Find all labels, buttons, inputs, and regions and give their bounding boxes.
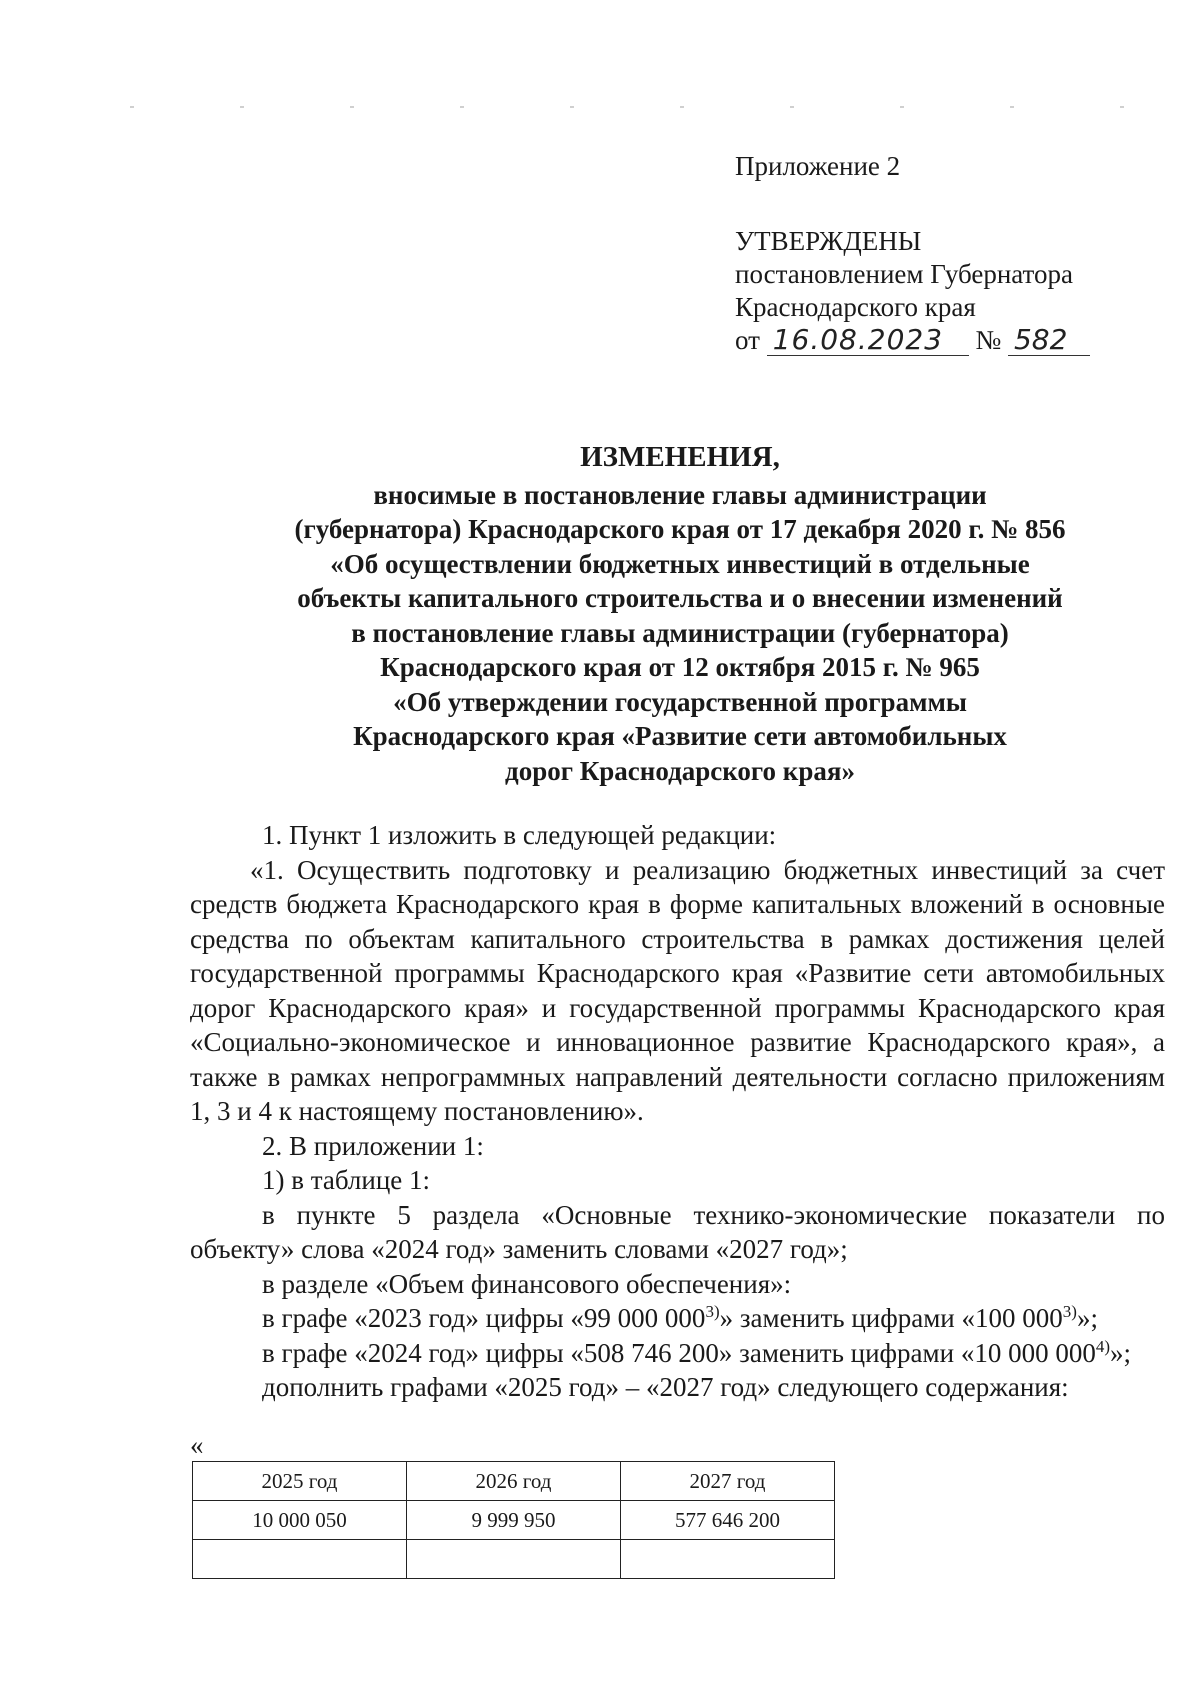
paragraph-6: в разделе «Объем финансового обеспечения»: bbox=[262, 1268, 792, 1299]
document-title bbox=[190, 440, 1170, 788]
table-header-cell: 2027 год bbox=[621, 1462, 835, 1501]
date-number-line bbox=[735, 324, 1090, 357]
number-label: № bbox=[975, 325, 1002, 355]
appendix-label: Приложение 2 bbox=[735, 151, 901, 181]
title-line: «Об осуществлении бюджетных инвестиций в отдельные bbox=[330, 548, 1030, 579]
from-label: от bbox=[735, 325, 760, 355]
paragraph-7: в графе «2023 год» цифры «99 000 000$^{3)}$» заменить цифрами «100 000$^{3)}$»; bbox=[262, 1302, 1098, 1333]
table-header-cell: 2026 год bbox=[407, 1462, 621, 1501]
title-heading: ИЗМЕНЕНИЯ, bbox=[580, 441, 780, 473]
paragraph-2: «1. Осуществить подготовку и реализацию бюджетных инвестиций за счет средств бюджета Краснодарского края в форме капитальных вложений в основные средства по объектам капитального строительства в рамках достижения целей государственной программы Краснодарского края «Развитие сети автомобильных дорог Краснодарского края» и государственной программы Краснодарского края «Социально-экономическое и инновационное развитие Краснодарского края», а также в рамках непрограммных направлений деятельности согласно приложениям 1, 3 и 4 к настоящему постановлению». bbox=[190, 854, 1165, 1126]
paragraph-4: 1) в таблице 1: bbox=[262, 1165, 431, 1195]
title-line: (губернатора) Краснодарского края от 17 декабря 2020 г. № 856 bbox=[294, 514, 1066, 544]
paragraph-3: 2. В приложении 1: bbox=[262, 1130, 484, 1161]
table-cell bbox=[193, 1540, 407, 1579]
table-cell: 9 999 950 bbox=[407, 1501, 621, 1540]
title-line: Краснодарского края от 12 октября 2015 г. № 965 bbox=[380, 652, 980, 682]
title-line: «Об утверждении государственной программы bbox=[393, 686, 967, 717]
title-line: в постановление главы администрации (губернатора) bbox=[351, 617, 1009, 648]
approval-block bbox=[735, 150, 1090, 357]
approved-label: УТВЕРЖДЕНЫ bbox=[735, 226, 922, 256]
handwritten-date: 16.08.2023 bbox=[767, 325, 969, 356]
table-header-cell: 2025 год bbox=[193, 1462, 407, 1501]
table-cell bbox=[621, 1540, 835, 1579]
paragraph-8: в графе «2024 год» цифры «508 746 200» заменить цифрами «10 000 000$^{4)}$»; bbox=[262, 1336, 1132, 1368]
financing-table bbox=[192, 1461, 835, 1579]
table-row bbox=[193, 1462, 835, 1501]
scan-artifact bbox=[130, 106, 1160, 108]
document-body bbox=[190, 818, 1165, 1405]
paragraph-5: в пункте 5 раздела «Основные технико-экономические показатели по объекту» слова «2024 год» заменить словами «2027 год»; bbox=[190, 1199, 1165, 1264]
table-row bbox=[193, 1501, 835, 1540]
title-line: дорог Краснодарского края» bbox=[505, 755, 855, 786]
open-quote: « bbox=[190, 1430, 204, 1460]
title-line: Краснодарского края «Развитие сети автомобильных bbox=[353, 721, 1007, 751]
approved-by-line-2: Краснодарского края bbox=[735, 292, 976, 322]
table-row bbox=[193, 1540, 835, 1579]
paragraph-9: дополнить графами «2025 год» – «2027 год» следующего содержания: bbox=[262, 1372, 1069, 1402]
paragraph-1: 1. Пункт 1 изложить в следующей редакции: bbox=[262, 820, 777, 850]
title-line: объекты капитального строительства и о внесении изменений bbox=[297, 583, 1063, 613]
table-cell: 10 000 050 bbox=[193, 1501, 407, 1540]
table-cell: 577 646 200 bbox=[621, 1501, 835, 1540]
handwritten-number: 582 bbox=[1008, 325, 1090, 356]
approved-by-line-1: постановлением Губернатора bbox=[735, 259, 1073, 289]
table-cell bbox=[407, 1540, 621, 1579]
title-line: вносимые в постановление главы администрации bbox=[373, 479, 987, 510]
